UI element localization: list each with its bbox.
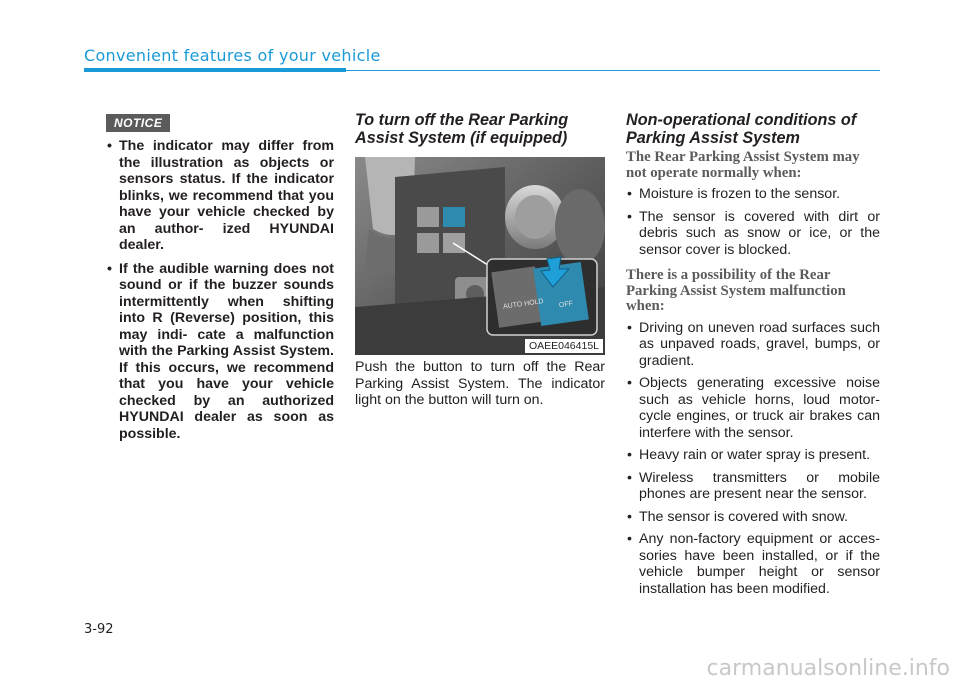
malfunction-list xyxy=(626,320,880,598)
list-item: • Driving on uneven road surfaces such as unpaved roads, gravel, bumps, or gradient. xyxy=(626,320,880,370)
section-header-title: Convenient features of your vehicle xyxy=(84,46,381,65)
header-rule-thin xyxy=(346,70,880,71)
non-operational-title: Non-operational conditions of Parking Assist System xyxy=(626,111,857,147)
image-caption: OAEE046415L xyxy=(525,339,603,353)
list-item: • Any non-factory equipment or acces- sories have been installed, or if the vehicle bumper height or sensor installation has been modified. xyxy=(626,531,880,597)
watermark: carmanualsonline.info xyxy=(706,656,950,681)
auto-hold-label: AUTO HOLD xyxy=(502,298,544,311)
turn-off-title: To turn off the Rear Parking Assist System (if equipped) xyxy=(355,111,569,147)
page-number: 3-92 xyxy=(84,622,114,637)
console-illustration xyxy=(355,157,605,355)
list-item: • The sensor is covered with snow. xyxy=(626,509,880,526)
notice-item: • If the audible warning does not sound or if the buzzer sounds intermittently when shifting into R (Reverse) position, this may indi- cate a malfunction with the Parking Assist System. If this occurs, we recommend that you have your vehicle checked by an authorized HYUNDAI dealer as soon as possible. xyxy=(106,261,334,443)
turn-off-body: Push the button to turn off the Rear Parking Assist System. The indicator light on the button will turn on. xyxy=(355,359,605,408)
header-rule-thick xyxy=(84,68,346,72)
list-item: • Moisture is frozen to the sensor. xyxy=(626,186,880,203)
non-operational-content xyxy=(626,150,880,607)
list-item: • The sensor is covered with dirt or debris such as snow or ice, or the sensor cover is blocked. xyxy=(626,209,880,259)
off-label: OFF xyxy=(558,300,574,310)
notice-badge: NOTICE xyxy=(106,114,170,132)
list-item: • Objects generating excessive noise such as vehicle horns, loud motor- cycle engines, or truck air brakes can interfere with the sensor. xyxy=(626,375,880,441)
not-operate-list xyxy=(626,186,880,258)
notice-list xyxy=(106,138,334,442)
list-item: • Heavy rain or water spray is present. xyxy=(626,447,880,464)
malfunction-heading: There is a possibility of the Rear Parking Assist System malfunction when: xyxy=(626,267,846,314)
parking-assist-button-photo xyxy=(355,157,605,355)
notice-item: • The indicator may differ from the illustration as objects or sensors status. If the indicator blinks, we recommend that you have your vehicle checked by an author- ized HYUNDAI dealer. xyxy=(106,138,334,254)
notice-column xyxy=(106,138,334,449)
not-operate-heading: The Rear Parking Assist System may not operate normally when: xyxy=(626,149,860,181)
list-item: • Wireless transmitters or mobile phones are present near the sensor. xyxy=(626,470,880,503)
